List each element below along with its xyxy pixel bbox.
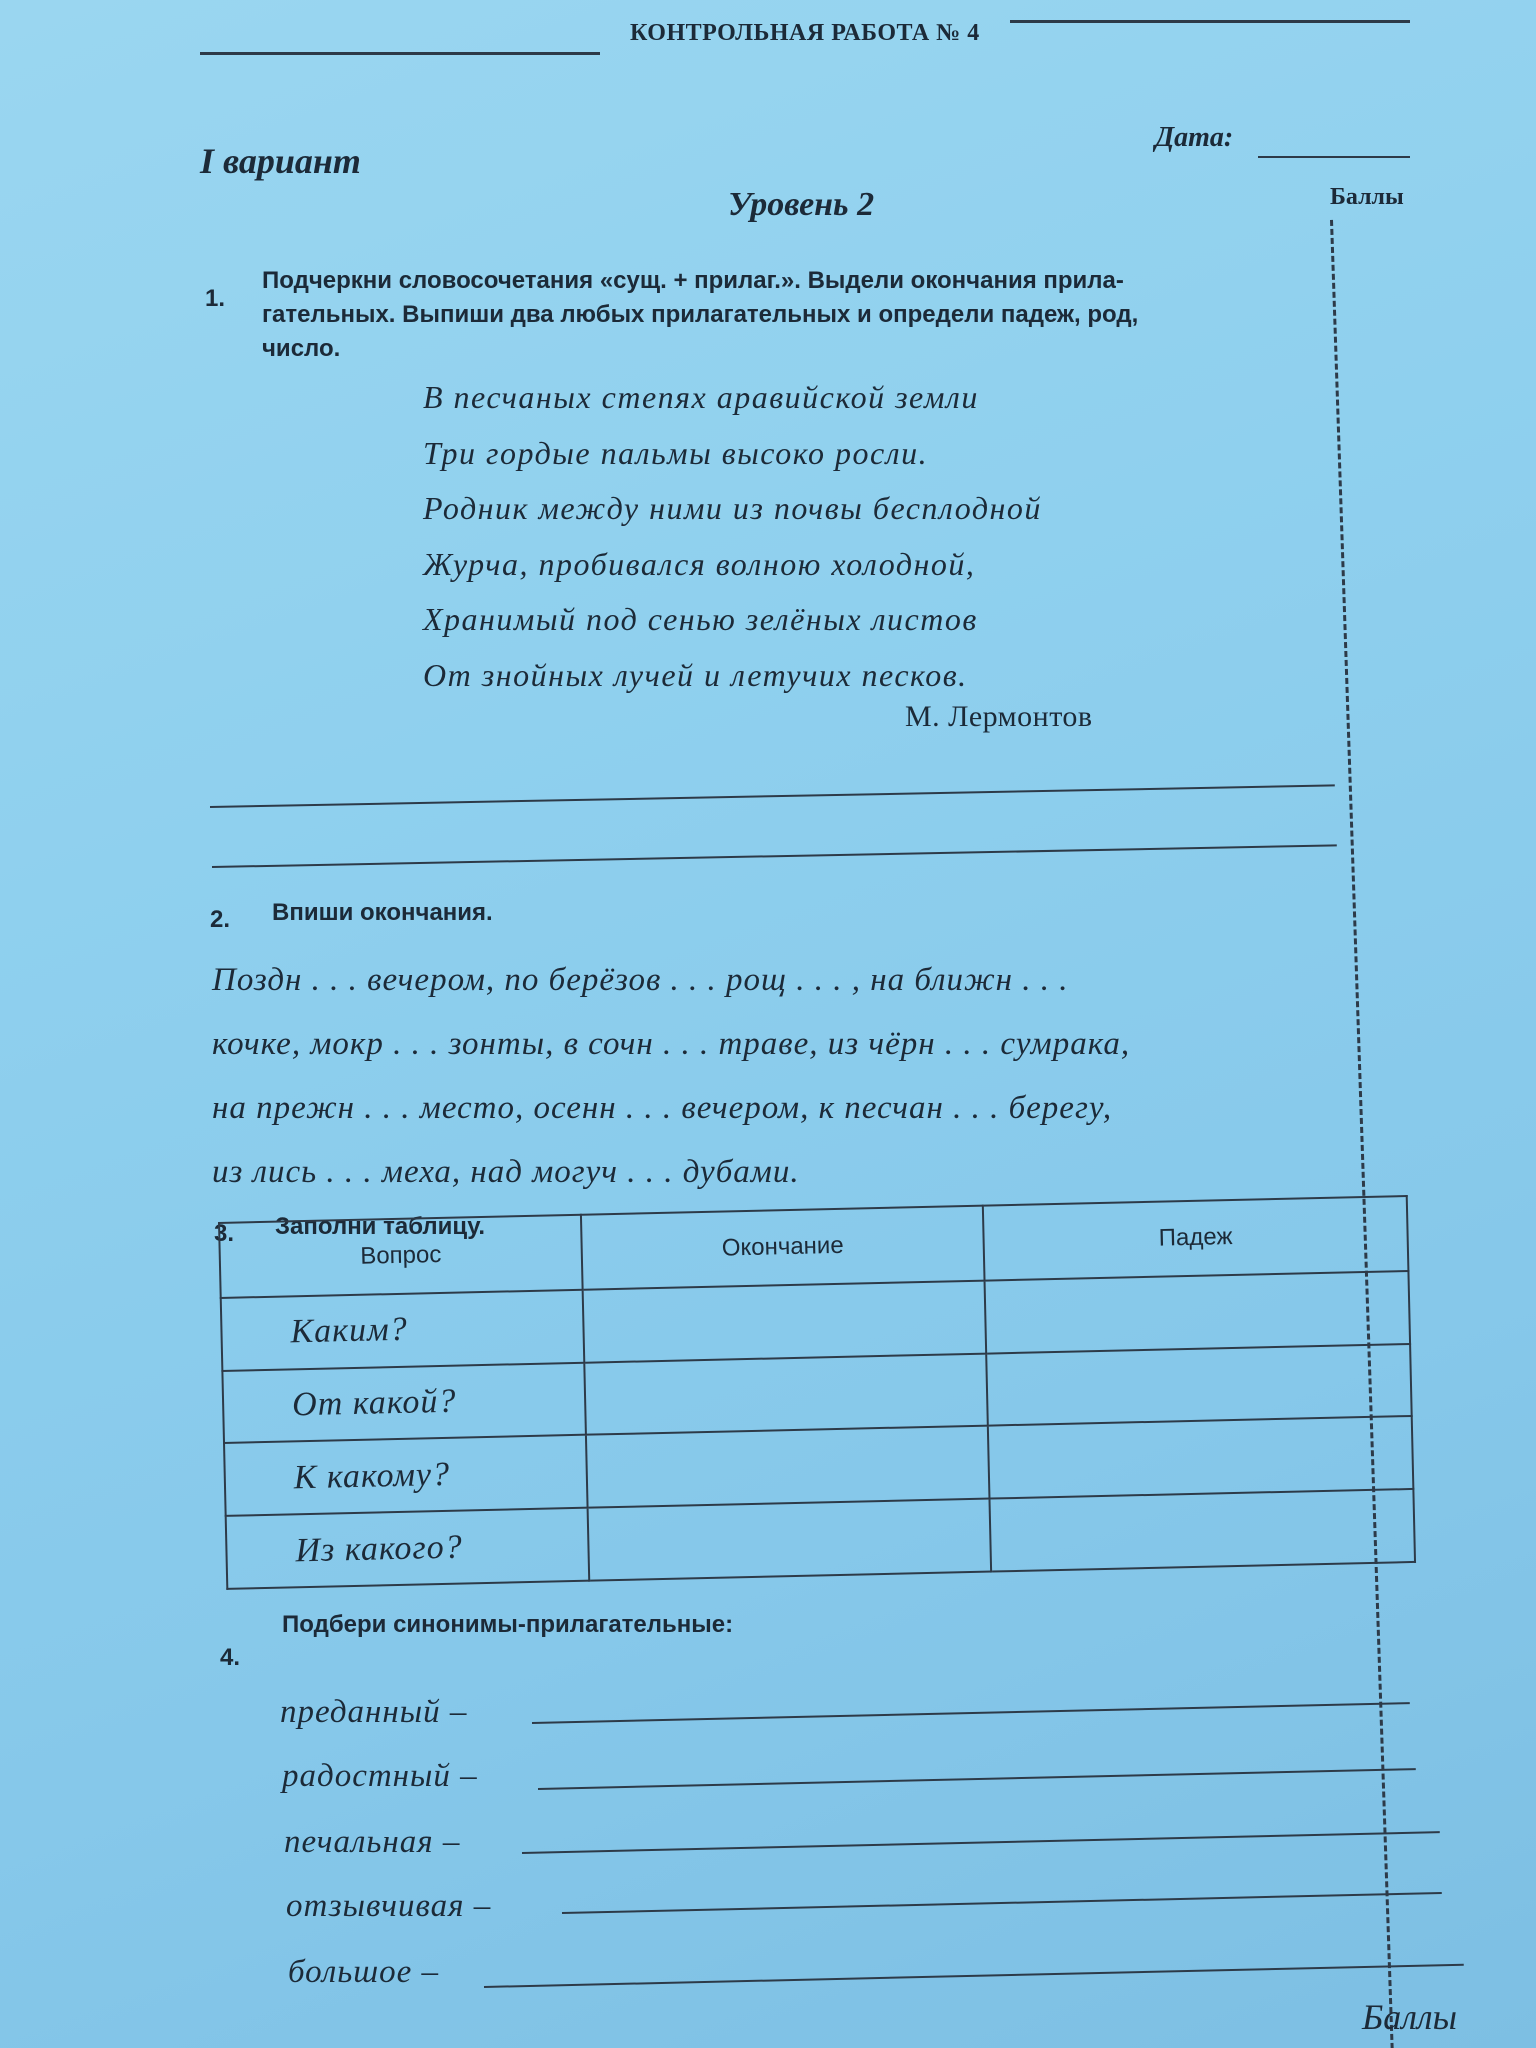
- synonym-word: печальная –: [284, 1824, 461, 1860]
- task-1-instruction-line: гательных. Выпиши два любых прилагательных и определи падеж, род,: [262, 301, 1139, 328]
- synonym-word: большое –: [288, 1954, 440, 1990]
- fill-text-line: на прежн . . . место, осенн . . . вечером, к песчан . . . берегу,: [212, 1090, 1113, 1126]
- table-header-question: Вопрос: [219, 1215, 583, 1298]
- task-1-instruction-line: Подчеркни словосочетания «сущ. + прилаг.». Выдели окончания прила-: [262, 267, 1124, 294]
- fill-text-line: Поздн . . . вечером, по берёзов . . . рощ . . . , на ближн . . .: [212, 962, 1069, 998]
- synonym-word: преданный –: [280, 1694, 468, 1730]
- table-ending-cell[interactable]: [588, 1499, 992, 1581]
- task-1-number: 1.: [205, 285, 226, 312]
- table-header-case: Падеж: [983, 1196, 1409, 1281]
- table-case-cell[interactable]: [988, 1416, 1414, 1498]
- poem-line: Хранимый под сенью зелёных листов: [423, 601, 978, 637]
- level-title: Уровень 2: [728, 186, 875, 223]
- synonym-answer-line[interactable]: [532, 1702, 1410, 1724]
- task-4-instruction: Подбери синонимы-прилагательные:: [282, 1611, 734, 1638]
- poem-line: От знойных лучей и летучих песков.: [423, 656, 968, 693]
- date-label: Дата:: [1155, 122, 1234, 153]
- table-case-cell[interactable]: [985, 1271, 1411, 1353]
- footer-score-label: Баллы: [1362, 1997, 1458, 2037]
- table-question-cell: Каким?: [221, 1290, 585, 1371]
- header-rule-left: [200, 52, 600, 55]
- table-header-ending: Окончание: [581, 1206, 985, 1290]
- synonym-answer-line[interactable]: [562, 1892, 1442, 1914]
- task-2-fill-text: [212, 948, 1372, 1204]
- table-case-cell[interactable]: [986, 1344, 1412, 1426]
- task-3-number: 3.: [214, 1220, 235, 1247]
- table-ending-cell[interactable]: [583, 1281, 987, 1363]
- synonym-answer-line[interactable]: [484, 1964, 1464, 1988]
- answer-line[interactable]: [210, 784, 1335, 808]
- fill-text-line: из лись . . . меха, над могуч . . . дубами.: [212, 1154, 800, 1190]
- task-3-table: [218, 1195, 1416, 1590]
- score-column-label: Баллы: [1330, 184, 1404, 210]
- page-header-title: КОНТРОЛЬНАЯ РАБОТА № 4: [630, 20, 980, 46]
- task-2-instruction: Впиши окончания.: [272, 899, 493, 926]
- poem-line: Три гордые пальмы высоко росли.: [423, 434, 929, 471]
- task-1-instruction-line: число.: [262, 335, 341, 362]
- poem-line: В песчаных степях аравийской земли: [423, 379, 979, 415]
- task-2-number: 2.: [210, 906, 231, 933]
- task-1-instruction: [262, 264, 1138, 366]
- poem-line: Журча, пробивался волною холодной,: [423, 545, 976, 582]
- synonym-answer-line[interactable]: [538, 1768, 1416, 1790]
- table-question-cell: От какой?: [222, 1362, 586, 1443]
- date-blank-line[interactable]: [1258, 156, 1410, 158]
- table-ending-cell[interactable]: [586, 1426, 990, 1508]
- fill-text-line: кочке, мокр . . . зонты, в сочн . . . траве, из чёрн . . . сумрака,: [212, 1026, 1131, 1062]
- synonym-answer-line[interactable]: [522, 1831, 1440, 1854]
- variant-label: I вариант: [200, 141, 361, 181]
- table-case-cell[interactable]: [989, 1489, 1415, 1571]
- header-rule-right: [1010, 20, 1410, 23]
- synonym-word: радостный –: [282, 1758, 478, 1794]
- answer-line[interactable]: [212, 844, 1337, 868]
- poem: [423, 370, 1042, 703]
- poem-author: М. Лермонтов: [905, 700, 1093, 733]
- task-3-instruction: Заполни таблицу.: [275, 1213, 486, 1240]
- synonym-word: отзывчивая –: [286, 1888, 492, 1924]
- poem-line: Родник между ними из почвы бесплодной: [423, 490, 1042, 526]
- table-ending-cell[interactable]: [584, 1353, 988, 1435]
- task-4-number: 4.: [220, 1644, 241, 1671]
- table-question-cell: К какому?: [224, 1435, 588, 1516]
- table-question-cell: Из какого?: [226, 1508, 590, 1589]
